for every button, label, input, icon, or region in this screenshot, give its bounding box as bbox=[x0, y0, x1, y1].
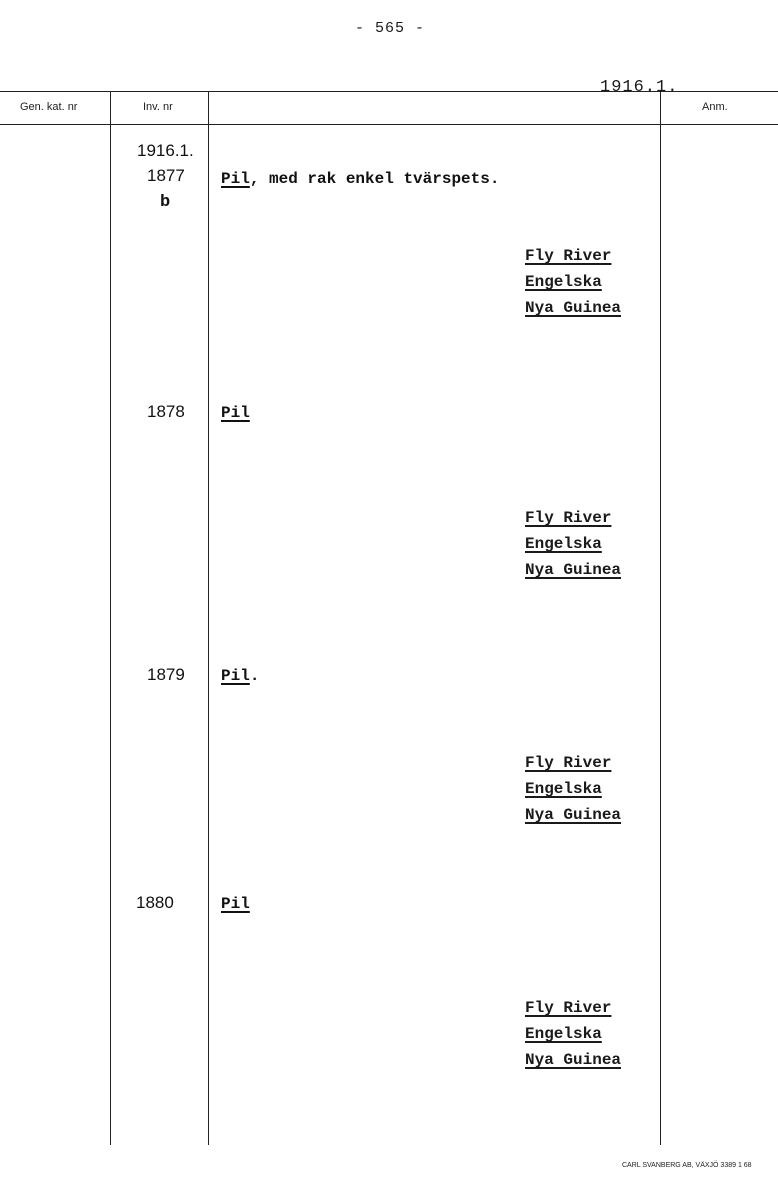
location-line: Fly River bbox=[525, 509, 612, 527]
location-line: Nya Guinea bbox=[525, 561, 622, 579]
entry-description bbox=[221, 667, 259, 685]
location-line: Engelska bbox=[525, 780, 602, 798]
group-heading: 1916.1. bbox=[137, 141, 194, 160]
column-header-gen-kat-nr: Gen. kat. nr bbox=[20, 101, 78, 113]
header-code: 1916.1. bbox=[600, 78, 679, 97]
location-line: Engelska bbox=[525, 1025, 602, 1043]
entry-keyword: Pil bbox=[221, 170, 250, 188]
inv-number: 1880 bbox=[136, 893, 174, 912]
header-top-rule bbox=[0, 91, 778, 92]
location-block bbox=[525, 243, 621, 321]
location-line: Nya Guinea bbox=[525, 299, 622, 317]
location-block bbox=[525, 750, 621, 828]
entry-description bbox=[221, 170, 499, 188]
inv-number: 1879 bbox=[147, 665, 185, 684]
location-line: Fly River bbox=[525, 999, 612, 1017]
location-line: Nya Guinea bbox=[525, 1051, 622, 1069]
entry-keyword: Pil bbox=[221, 404, 250, 422]
entry-rest: , med rak enkel tvärspets. bbox=[249, 170, 500, 188]
column-divider-3 bbox=[660, 91, 661, 1145]
location-line: Fly River bbox=[525, 754, 612, 772]
inv-number: 1878 bbox=[147, 402, 185, 421]
location-line: Nya Guinea bbox=[525, 806, 622, 824]
entry-description bbox=[221, 895, 250, 913]
entry-description bbox=[221, 404, 250, 422]
location-line: Engelska bbox=[525, 273, 602, 291]
column-header-inv-nr: Inv. nr bbox=[143, 101, 173, 113]
column-divider-2 bbox=[208, 91, 209, 1145]
entry-keyword: Pil bbox=[221, 895, 250, 913]
location-line: Fly River bbox=[525, 247, 612, 265]
location-line: Engelska bbox=[525, 535, 602, 553]
column-header-anm: Anm. bbox=[702, 101, 728, 113]
printer-footer: CARL SVANBERG AB, VÄXJÖ 3389 1 68 bbox=[622, 1162, 752, 1169]
entry-rest: . bbox=[249, 667, 260, 685]
inv-sub: b bbox=[160, 193, 171, 212]
location-block bbox=[525, 505, 621, 583]
inv-number: 1877 bbox=[147, 166, 185, 185]
location-block bbox=[525, 995, 621, 1073]
column-divider-1 bbox=[110, 91, 111, 1145]
header-bottom-rule bbox=[0, 124, 778, 125]
page-number: - 565 - bbox=[355, 20, 426, 37]
entry-keyword: Pil bbox=[221, 667, 250, 685]
